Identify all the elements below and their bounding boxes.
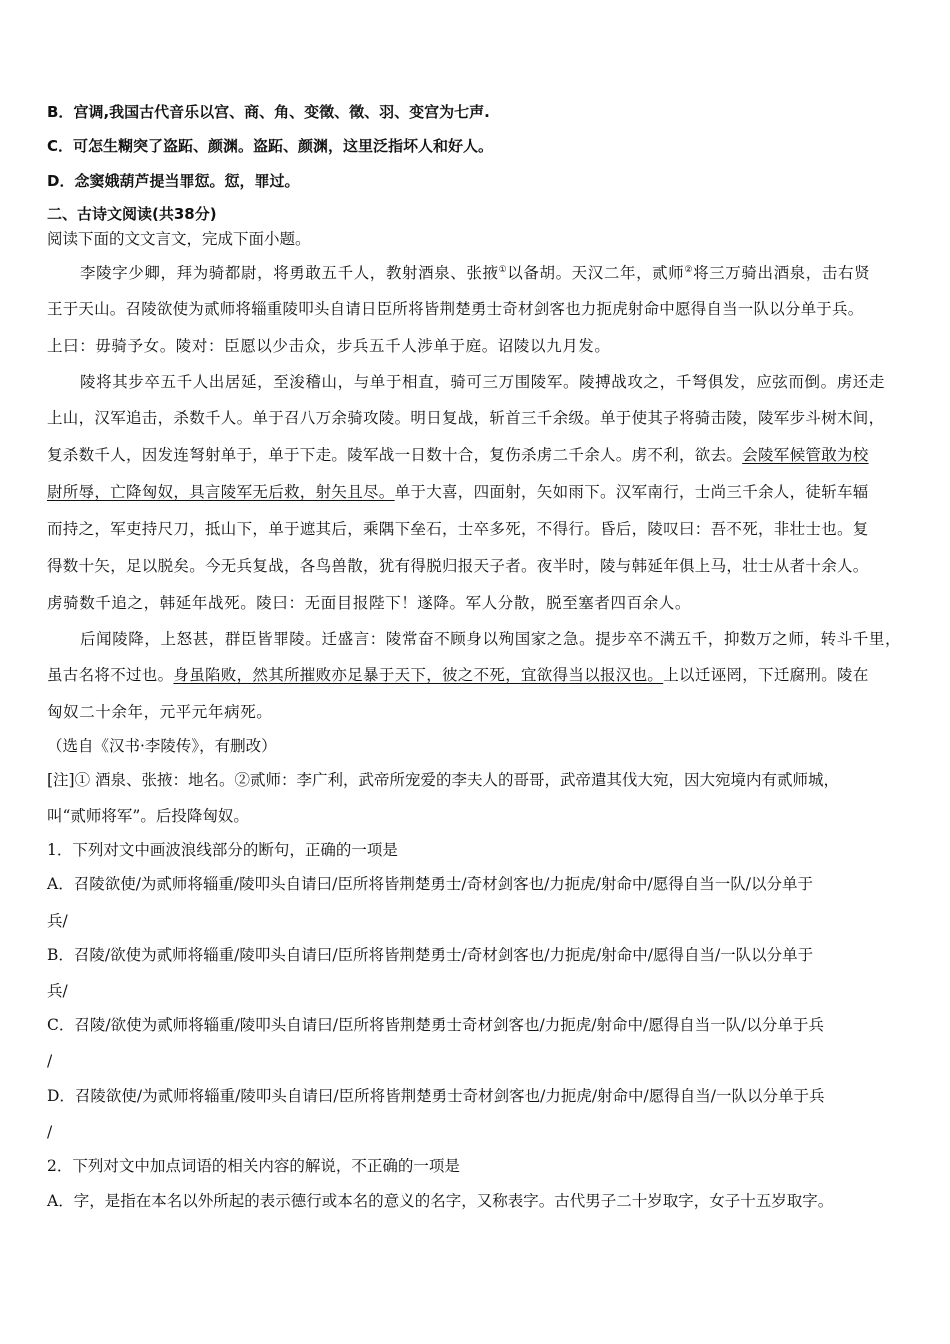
q1-option-d: D．召陵欲使/为贰师将辎重/陵叩头自请曰/臣所将皆荆楚勇士奇材剑客也/力扼虎/射命中/愿得自当/一队以分单于兵 — [47, 1087, 825, 1105]
wavy-underline-1: 会陵军候管敢为校 — [742, 446, 869, 464]
passage-p2-line3: 复杀数千人，因发连弩射单于，单于下走。陵军战一日数十合，复伤杀虏二千余人。虏不利，欲去。会陵军候管敢为校 — [47, 446, 869, 464]
passage-p1-line3: 上曰：毋骑予女。陵对：臣愿以少击众，步兵五千人涉单于庭。诏陵以九月发。 — [47, 337, 611, 355]
q1-stem: 1．下列对文中画波浪线部分的断句，正确的一项是 — [47, 841, 398, 859]
q1-option-a: A．召陵欲使/为贰师将辎重/陵叩头自请曰/臣所将皆荆楚勇士/奇材剑客也/力扼虎/射命中/愿得自当一队/以分单于 — [47, 875, 813, 893]
passage-p2-line7: 虏骑数千追之，韩延年战死。陵曰：无面目报陛下！遂降。军人分散，脱至塞者四百余人。 — [47, 594, 692, 612]
passage-p3-line2: 虽古名将不过也。身虽陷败，然其所摧败亦足暴于天下，彼之不死，宜欲得当以报汉也。上以迁诬罔，下迁腐刑。陵在 — [47, 666, 869, 684]
notes-line2: 叫“贰师将军”。后投降匈奴。 — [47, 807, 249, 825]
passage-p1-line1: 李陵字少卿，拜为骑都尉，将勇敢五千人，教射酒泉、张掖①以备胡。天汉二年，贰师②将三万骑出酒泉，击右贤 — [80, 264, 871, 282]
q1-option-a-cont: 兵/ — [47, 912, 68, 930]
q1-option-b-cont: 兵/ — [47, 982, 68, 1000]
q2-option-a: A．字，是指在本名以外所起的表示德行或本名的意义的名字，又称表字。古代男子二十岁取字，女子十五岁取字。 — [47, 1192, 834, 1210]
q1-option-c: C．召陵/欲使为贰师将辎重/陵叩头自请曰/臣所将皆荆楚勇士奇材剑客也/力扼虎/射命中/愿得自当一队/以分单于兵 — [47, 1016, 824, 1034]
q1-option-b: B．召陵/欲使为贰师将辎重/陵叩头自请曰/臣所将皆荆楚勇士/奇材剑客也/力扼虎/射命中/愿得自当/一队以分单于 — [47, 946, 814, 964]
wavy-underline-2: 尉所辱，亡降匈奴，具言陵军无后救，射矢且尽。 — [47, 483, 395, 501]
passage-p2-line2: 上山，汉军追击，杀数千人。单于召八万余骑攻陵。明日复战，斩首三千余级。单于使其子将骑击陵，陵军步斗树木间， — [47, 409, 885, 427]
q1-option-d-cont: / — [47, 1123, 53, 1141]
prev-option-d: D．念窦娥葫芦提当罪愆。愆，罪过。 — [47, 172, 300, 190]
passage-p2-line5: 而持之，军吏持尺刀，抵山下，单于遮其后，乘隅下垒石，士卒多死，不得行。昏后，陵叹曰：吾不死，非壮士也。复 — [47, 520, 869, 538]
passage-source: （选自《汉书·李陵传》，有删改） — [47, 737, 277, 755]
notes-line1: [注]① 酒泉、张掖：地名。②贰师：李广利，武帝所宠爱的李夫人的哥哥，武帝遣其伐大宛，因大宛境内有贰师城， — [47, 771, 840, 789]
passage-p1-line2: 王于天山。召陵欲使为贰师将辎重陵叩头自请日臣所将皆荆楚勇士奇材剑客也力扼虎射命中愿得自当一队以分单于兵。 — [47, 300, 864, 318]
section-instruction: 阅读下面的文文言文，完成下面小题。 — [47, 230, 311, 248]
passage-p3-line1: 后闻陵降，上怒甚，群臣皆罪陵。迁盛言：陵常奋不顾身以殉国家之急。提步卒不满五千，抑数万之师，转斗千里， — [80, 630, 902, 648]
passage-p2-line1: 陵将其步卒五千人出居延，至浚稽山，与单于相直，骑可三万围陵军。陵搏战攻之，千弩俱发，应弦而倒。虏还走 — [80, 373, 886, 391]
passage-p3-line3: 匈奴二十余年，元平元年病死。 — [47, 703, 273, 721]
q2-stem: 2．下列对文中加点词语的相关内容的解说，不正确的一项是 — [47, 1157, 460, 1175]
footnote-marker-2: ② — [684, 264, 694, 275]
q1-option-c-cont: / — [47, 1052, 53, 1070]
section-title: 二、古诗文阅读(共38分) — [47, 205, 217, 223]
prev-option-b: B．宫调,我国古代音乐以宫、商、角、变徵、徵、羽、变宫为七声. — [47, 103, 490, 121]
prev-option-c: C．可怎生糊突了盗跖、颜渊。盗跖、颜渊，这里泛指坏人和好人。 — [47, 137, 494, 155]
footnote-marker-1: ① — [498, 264, 508, 275]
passage-p2-line6: 得数十矢，足以脱矣。今无兵复战，各鸟兽散，犹有得脱归报天子者。夜半时，陵与韩延年俱上马，壮士从者十余人。 — [47, 557, 869, 575]
passage-p2-line4: 尉所辱，亡降匈奴，具言陵军无后救，射矢且尽。单于大喜，四面射，矢如雨下。汉军南行，士尚三千余人，徒斩车辐 — [47, 483, 869, 501]
wavy-underline-3: 身虽陷败，然其所摧败亦足暴于天下，彼之不死，宜欲得当以报汉也。 — [173, 666, 664, 684]
